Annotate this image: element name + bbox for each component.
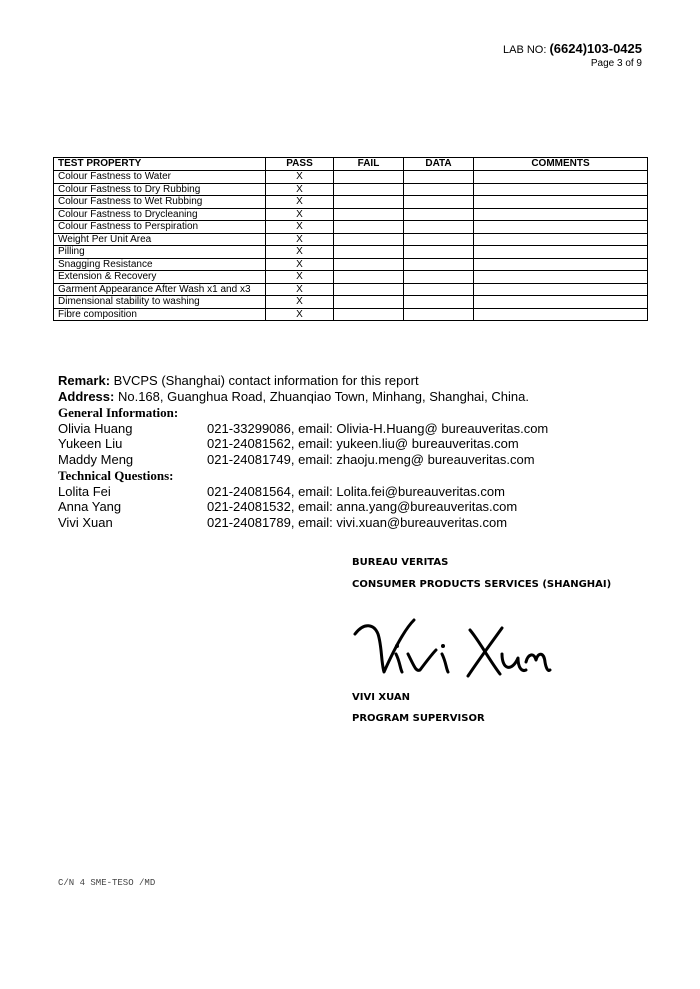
contact-details: 021-24081789, email: vivi.xuan@bureauveritas.com: [207, 514, 508, 530]
cell-comments: [474, 283, 648, 296]
cell-data: [404, 171, 474, 184]
table-row: [54, 258, 648, 271]
table-row: [54, 171, 648, 184]
lab-number: (6624)103-0425: [549, 41, 642, 56]
cell-pass: X: [266, 183, 334, 196]
cell-data: [404, 233, 474, 246]
cell-property: Colour Fastness to Wet Rubbing: [54, 196, 266, 209]
cell-comments: [474, 208, 648, 221]
contact-name: Lolita Fei: [58, 483, 111, 499]
cell-data: [404, 296, 474, 309]
cell-fail: [334, 246, 404, 259]
cell-pass: X: [266, 296, 334, 309]
cell-fail: [334, 233, 404, 246]
table-row: [54, 196, 648, 209]
cell-comments: [474, 296, 648, 309]
cell-comments: [474, 233, 648, 246]
cell-data: [404, 258, 474, 271]
cell-fail: [334, 208, 404, 221]
cell-data: [404, 283, 474, 296]
remark-text: BVCPS (Shanghai) contact information for this report: [110, 373, 419, 388]
signer-name: VIVI XUAN: [352, 692, 411, 703]
company-name: BUREAU VERITAS: [352, 557, 449, 568]
table-row: [54, 296, 648, 309]
contact-name: Yukeen Liu: [58, 436, 123, 451]
document-code: C/N 4 SME-TESO /MD: [58, 878, 156, 888]
cell-property: Colour Fastness to Water: [54, 171, 266, 184]
table-row: [54, 271, 648, 284]
cell-data: [404, 246, 474, 259]
contact-details: 021-33299086, email: Olivia-H.Huang@ bureauveritas.com: [207, 420, 549, 436]
table-row: [54, 246, 648, 259]
company-division: CONSUMER PRODUCTS SERVICES (SHANGHAI): [352, 579, 612, 590]
header-pass: PASS: [266, 158, 334, 171]
cell-comments: [474, 171, 648, 184]
contact-row: [58, 499, 658, 515]
cell-property: Snagging Resistance: [54, 258, 266, 271]
cell-data: [404, 308, 474, 321]
cell-fail: [334, 196, 404, 209]
cell-property: Colour Fastness to Drycleaning: [54, 208, 266, 221]
contact-row: [58, 452, 658, 468]
handwritten-signature: [352, 612, 552, 687]
table-header-row: [54, 158, 648, 171]
cell-data: [404, 221, 474, 234]
table-row: [54, 308, 648, 321]
cell-property: Pilling: [54, 246, 266, 259]
cell-comments: [474, 258, 648, 271]
cell-fail: [334, 183, 404, 196]
cell-pass: X: [266, 171, 334, 184]
cell-comments: [474, 271, 648, 284]
contact-information: [58, 373, 658, 530]
lab-number-label: LAB NO:: [503, 44, 550, 56]
cell-pass: X: [266, 196, 334, 209]
cell-property: Colour Fastness to Dry Rubbing: [54, 183, 266, 196]
contact-details: 021-24081532, email: anna.yang@bureauveritas.com: [207, 499, 518, 514]
remark-label: Remark:: [58, 373, 111, 388]
contact-name: Olivia Huang: [58, 420, 133, 436]
cell-pass: X: [266, 208, 334, 221]
cell-fail: [334, 258, 404, 271]
header-fail: FAIL: [334, 158, 404, 171]
cell-pass: X: [266, 221, 334, 234]
cell-property: Dimensional stability to washing: [54, 296, 266, 309]
technical-questions-heading: Technical Questions:: [58, 468, 174, 483]
lab-number-line: [503, 42, 642, 57]
table-row: [54, 233, 648, 246]
contact-name: Maddy Meng: [58, 451, 134, 467]
cell-comments: [474, 196, 648, 209]
contact-details: 021-24081749, email: zhaoju.meng@ bureauveritas.com: [207, 451, 535, 467]
cell-property: Weight Per Unit Area: [54, 233, 266, 246]
cell-comments: [474, 221, 648, 234]
report-header: [503, 42, 642, 70]
cell-comments: [474, 308, 648, 321]
cell-property: Garment Appearance After Wash x1 and x3: [54, 283, 266, 296]
cell-fail: [334, 283, 404, 296]
cell-property: Extension & Recovery: [54, 271, 266, 284]
cell-data: [404, 183, 474, 196]
contact-details: 021-24081562, email: yukeen.liu@ bureauveritas.com: [207, 436, 519, 451]
cell-fail: [334, 171, 404, 184]
address-line: [58, 389, 658, 405]
cell-property: Colour Fastness to Perspiration: [54, 221, 266, 234]
contact-name: Anna Yang: [58, 499, 122, 514]
cell-fail: [334, 271, 404, 284]
cell-pass: X: [266, 258, 334, 271]
cell-pass: X: [266, 233, 334, 246]
contact-row: [58, 484, 658, 500]
table-row: [54, 283, 648, 296]
cell-data: [404, 208, 474, 221]
cell-property: Fibre composition: [54, 308, 266, 321]
cell-pass: X: [266, 283, 334, 296]
test-results-table: [53, 157, 648, 321]
cell-data: [404, 196, 474, 209]
table-row: [54, 208, 648, 221]
contact-row: [58, 515, 658, 531]
cell-comments: [474, 183, 648, 196]
contact-row: [58, 436, 658, 452]
cell-fail: [334, 308, 404, 321]
contact-name: Vivi Xuan: [58, 514, 113, 530]
cell-pass: X: [266, 246, 334, 259]
contact-details: 021-24081564, email: Lolita.fei@bureauveritas.com: [207, 483, 505, 499]
cell-data: [404, 271, 474, 284]
table-row: [54, 183, 648, 196]
cell-pass: X: [266, 271, 334, 284]
general-information-heading: General Information:: [58, 405, 179, 420]
cell-comments: [474, 246, 648, 259]
address-label: Address:: [58, 388, 115, 404]
cell-fail: [334, 221, 404, 234]
header-data: DATA: [404, 158, 474, 171]
page-indicator: Page 3 of 9: [590, 58, 642, 69]
signer-title: PROGRAM SUPERVISOR: [352, 713, 485, 724]
header-test-property: TEST PROPERTY: [54, 158, 266, 171]
table-row: [54, 221, 648, 234]
remark-line: [58, 373, 658, 389]
cell-fail: [334, 296, 404, 309]
contact-row: [58, 421, 658, 437]
address-text: No.168, Guanghua Road, Zhuanqiao Town, Minhang, Shanghai, China.: [114, 388, 529, 404]
header-comments: COMMENTS: [474, 158, 648, 171]
cell-pass: X: [266, 308, 334, 321]
